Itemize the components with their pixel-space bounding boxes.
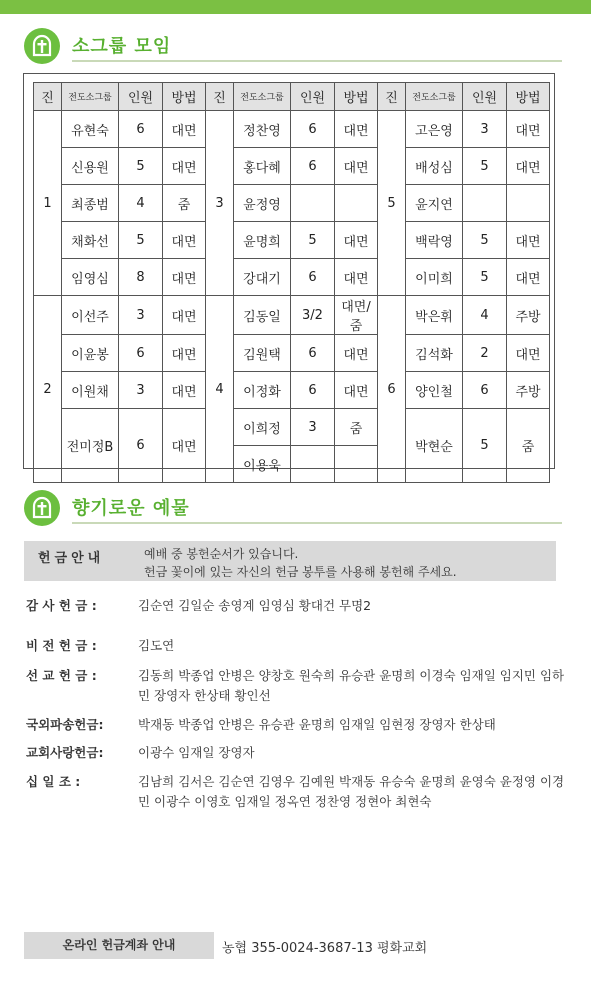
group-name-cell: 신용원	[62, 148, 119, 185]
header-group: 진	[206, 83, 234, 111]
group-count-cell: 3	[463, 111, 507, 148]
group-method-cell: 대면	[335, 372, 378, 409]
notice-line-2: 헌금 꽃이에 있는 자신의 헌금 봉투를 사용해 봉헌해 주세요.	[144, 565, 457, 579]
group-name-cell: 이윤봉	[62, 335, 119, 372]
offering-names: 김순연 김일순 송영계 임영심 황대건 무명2	[138, 598, 372, 613]
group-method-cell: 대면	[163, 409, 206, 483]
group-name-cell: 김동일	[234, 296, 291, 335]
group-count-cell: 6	[119, 335, 163, 372]
group-method-cell: 대면	[335, 222, 378, 259]
table-row	[34, 111, 550, 148]
church-cross-icon	[24, 490, 60, 526]
group-count-cell: 6	[119, 111, 163, 148]
header-group: 진	[34, 83, 62, 111]
group-method-cell: 주방	[507, 296, 550, 335]
group-count-cell: 4	[119, 185, 163, 222]
group-count-cell: 8	[119, 259, 163, 296]
group-name-cell: 강대기	[234, 259, 291, 296]
table-row	[34, 222, 550, 259]
offering-label: 교회사랑헌금:	[26, 745, 104, 760]
offering-notice	[24, 541, 556, 581]
group-number-cell: 5	[378, 111, 406, 296]
header-count: 인원	[291, 83, 335, 111]
online-account-info: 농협 355-0024-3687-13 평화교회	[222, 941, 428, 956]
section-rule	[72, 522, 562, 524]
group-method-cell: 대면	[335, 259, 378, 296]
offering-label: 국외파송헌금:	[26, 717, 104, 732]
group-name-cell: 전미정B	[62, 409, 119, 483]
group-name-cell: 백락영	[406, 222, 463, 259]
group-count-cell: 6	[119, 409, 163, 483]
group-count-cell: 6	[291, 111, 335, 148]
section-rule	[72, 60, 562, 62]
group-count-cell: 6	[291, 148, 335, 185]
small-group-table-box	[23, 73, 555, 474]
group-name-cell: 정찬영	[234, 111, 291, 148]
small-group-table	[33, 82, 550, 483]
group-method-cell: 줌	[335, 409, 378, 446]
group-method-cell: 대면	[335, 148, 378, 185]
group-name-cell: 이미희	[406, 259, 463, 296]
group-count-cell: 6	[291, 259, 335, 296]
header-method: 방법	[335, 83, 378, 111]
table-row	[34, 372, 550, 409]
group-method-cell: 대면/줌	[335, 296, 378, 335]
header-name: 전도소그룹	[406, 83, 463, 111]
group-count-cell: 5	[119, 148, 163, 185]
group-count-cell: 5	[463, 148, 507, 185]
group-count-cell	[291, 185, 335, 222]
offering-label: 감 사 헌 금 :	[26, 598, 97, 613]
group-name-cell: 박은휘	[406, 296, 463, 335]
group-name-cell: 윤지연	[406, 185, 463, 222]
header-method: 방법	[507, 83, 550, 111]
group-method-cell: 줌	[507, 409, 550, 483]
group-method-cell: 대면	[507, 111, 550, 148]
group-method-cell: 대면	[335, 111, 378, 148]
table-row	[34, 185, 550, 222]
group-name-cell: 이원채	[62, 372, 119, 409]
group-method-cell: 주방	[507, 372, 550, 409]
group-count-cell: 6	[291, 372, 335, 409]
group-count-cell: 2	[463, 335, 507, 372]
table-row	[34, 296, 550, 335]
offering-label: 십 일 조 :	[26, 774, 81, 789]
group-method-cell: 대면	[163, 148, 206, 185]
section-title: 향기로운 예물	[72, 498, 190, 519]
offering-names: 박재동 박종업 안병은 유승관 윤명희 임재일 임현정 장영자 한상태	[138, 717, 496, 732]
group-count-cell: 5	[291, 222, 335, 259]
group-name-cell: 배성심	[406, 148, 463, 185]
offering-names: 김동희 박종업 안병은 양창호 원숙희 유승관 윤명희 이경숙 임재일 임지민 임하민 장영자 한상태 황인선	[138, 668, 565, 703]
group-method-cell: 대면	[163, 222, 206, 259]
table-row	[34, 335, 550, 372]
group-method-cell: 대면	[163, 111, 206, 148]
header-method: 방법	[163, 83, 206, 111]
group-count-cell: 3	[291, 409, 335, 446]
group-name-cell: 고은영	[406, 111, 463, 148]
group-name-cell: 채화선	[62, 222, 119, 259]
group-name-cell: 박현순	[406, 409, 463, 483]
group-name-cell: 최종범	[62, 185, 119, 222]
offering-label: 비 전 헌 금 :	[26, 638, 97, 653]
group-name-cell: 이정화	[234, 372, 291, 409]
table-header-row	[34, 83, 550, 111]
header-group: 진	[378, 83, 406, 111]
group-count-cell: 4	[463, 296, 507, 335]
group-method-cell	[335, 185, 378, 222]
section-header-small-groups	[24, 28, 564, 68]
online-account-label: 온라인 헌금계좌 안내	[24, 932, 214, 959]
group-method-cell: 대면	[507, 259, 550, 296]
group-method-cell: 대면	[507, 335, 550, 372]
group-method-cell: 대면	[163, 296, 206, 335]
group-count-cell: 3/2	[291, 296, 335, 335]
header-count: 인원	[119, 83, 163, 111]
group-number-cell: 1	[34, 111, 62, 296]
group-count-cell	[291, 446, 335, 483]
group-name-cell: 이선주	[62, 296, 119, 335]
group-count-cell: 5	[119, 222, 163, 259]
group-name-cell: 홍다혜	[234, 148, 291, 185]
group-method-cell: 줌	[163, 185, 206, 222]
section-title: 소그룹 모임	[72, 36, 172, 57]
group-method-cell: 대면	[163, 372, 206, 409]
group-count-cell	[463, 185, 507, 222]
group-method-cell: 대면	[163, 335, 206, 372]
group-count-cell: 3	[119, 296, 163, 335]
church-cross-icon	[24, 28, 60, 64]
header-name: 전도소그룹	[62, 83, 119, 111]
notice-line-1: 예배 중 봉헌순서가 있습니다.	[144, 547, 299, 561]
group-method-cell: 대면	[163, 259, 206, 296]
group-method-cell	[335, 446, 378, 483]
offering-names: 김남희 김서은 김순연 김영우 김예원 박재동 유승숙 윤명희 윤영숙 윤정영 이경민 이광수 이영호 임재일 정옥연 정찬영 정현아 최현숙	[138, 774, 565, 809]
group-name-cell: 윤명희	[234, 222, 291, 259]
group-name-cell: 윤정영	[234, 185, 291, 222]
group-number-cell: 3	[206, 111, 234, 296]
header-count: 인원	[463, 83, 507, 111]
group-name-cell: 김원택	[234, 335, 291, 372]
section-header-offerings	[24, 490, 564, 530]
group-name-cell: 이용욱	[234, 446, 291, 483]
offering-names: 이광수 임재일 장영자	[138, 745, 255, 760]
group-count-cell: 5	[463, 259, 507, 296]
group-method-cell: 대면	[335, 335, 378, 372]
table-row	[34, 409, 550, 446]
group-name-cell: 유현숙	[62, 111, 119, 148]
group-count-cell: 5	[463, 409, 507, 483]
group-method-cell: 대면	[507, 222, 550, 259]
group-number-cell: 6	[378, 296, 406, 483]
group-count-cell: 5	[463, 222, 507, 259]
table-row	[34, 148, 550, 185]
header-name: 전도소그룹	[234, 83, 291, 111]
group-number-cell: 2	[34, 296, 62, 483]
group-name-cell: 이희정	[234, 409, 291, 446]
notice-label: 헌금안내	[38, 551, 105, 566]
offering-label: 선 교 헌 금 :	[26, 668, 97, 683]
group-name-cell: 임영심	[62, 259, 119, 296]
group-count-cell: 6	[291, 335, 335, 372]
table-row	[34, 259, 550, 296]
top-accent-bar	[0, 0, 591, 14]
group-method-cell: 대면	[507, 148, 550, 185]
group-method-cell	[507, 185, 550, 222]
group-name-cell: 양인철	[406, 372, 463, 409]
group-count-cell: 6	[463, 372, 507, 409]
offering-names: 김도연	[138, 638, 175, 653]
group-number-cell: 4	[206, 296, 234, 483]
group-count-cell: 3	[119, 372, 163, 409]
group-name-cell: 김석화	[406, 335, 463, 372]
